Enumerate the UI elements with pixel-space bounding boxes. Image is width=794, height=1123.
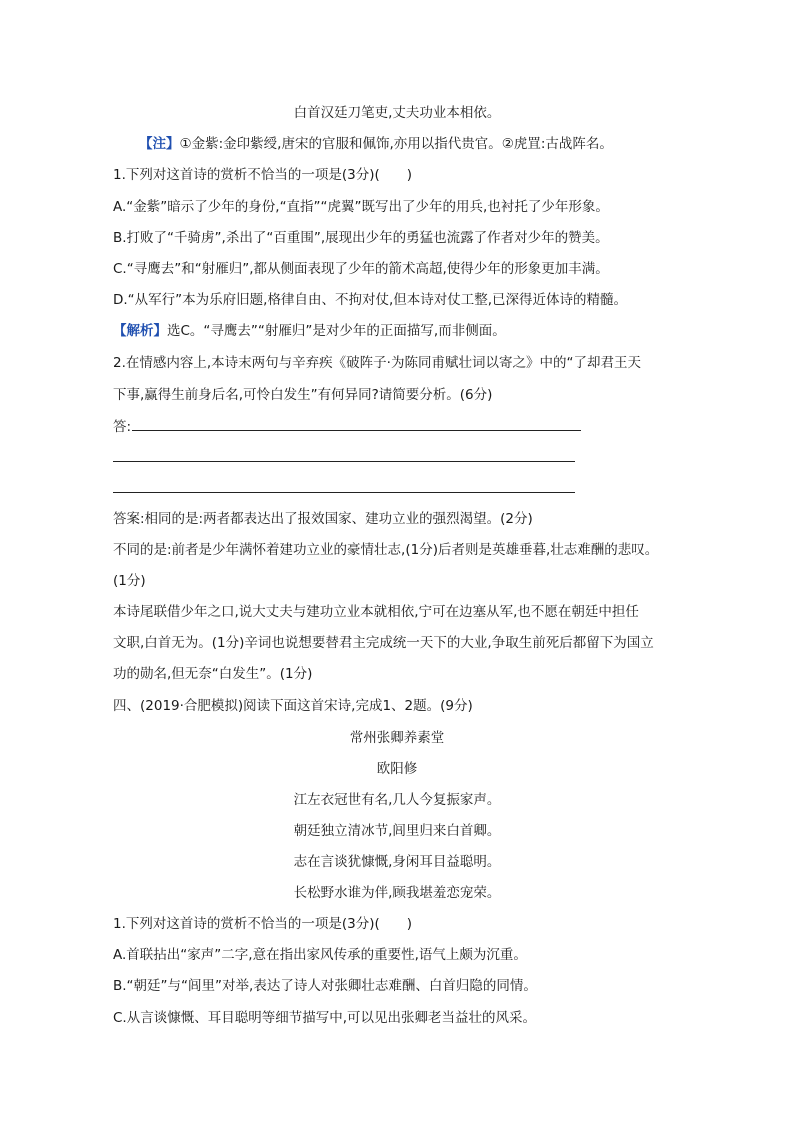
section-4-heading: 四、(2019·合肥模拟)阅读下面这首宋诗,完成1、2题。(9分): [113, 698, 473, 714]
poem-author: 欧阳修: [376, 761, 418, 777]
answer-text-line-3: (1分): [113, 573, 146, 589]
analysis-tag: 【解析】: [113, 323, 167, 339]
question-2-stem-line-1: 2.在情感内容上,本诗末两句与辛弃疾《破阵子·为陈同甫赋壮词以寄之》中的“了却君王天: [113, 355, 641, 371]
section-4-question-1-option-b: B.“朝廷”与“闾里”对举,表达了诗人对张卿壮志难酬、白首归隐的同情。: [113, 978, 537, 994]
poem-line-3: 志在言谈犹慷慨,身闲耳目益聪明。: [293, 854, 501, 870]
poem-line-1: 江左衣冠世有名,几人今复振家声。: [293, 792, 501, 808]
answer-line-2[interactable]: [113, 461, 575, 462]
note-tag: 【注】: [139, 136, 180, 152]
answer-text-line-2: 不同的是:前者是少年满怀着建功立业的豪情壮志,(1分)后者则是英雄垂暮,壮志难酬的悲叹。: [113, 542, 659, 558]
note-text: ①金紫:金印紫绶,唐宋的官服和佩饰,亦用以指代贵官。②虎罝:古战阵名。: [179, 136, 613, 152]
poem-final-line: 白首汉廷刀笔吏,丈夫功业本相依。: [293, 105, 501, 121]
question-1-stem: 1.下列对这首诗的赏析不恰当的一项是(3分)( ): [113, 167, 413, 183]
question-1-analysis: [113, 322, 506, 340]
answer-text-line-4: 本诗尾联借少年之口,说大丈夫与建功立业本就相依,宁可在边塞从军,也不愿在朝廷中担任: [113, 604, 639, 620]
section-4-question-1-option-c: C.从言谈慷慨、耳目聪明等细节描写中,可以见出张卿老当益壮的风采。: [113, 1010, 537, 1026]
poem-line-4: 长松野水谁为伴,顾我堪羞恋宠荣。: [293, 885, 501, 901]
question-1-option-d: D.“从军行”本为乐府旧题,格律自由、不拘对仗,但本诗对仗工整,已深得近体诗的精髓。: [113, 292, 628, 308]
analysis-text: 选C。“寻鹰去”“射雁归”是对少年的正面描写,而非侧面。: [167, 323, 506, 339]
section-4-question-1-stem: 1.下列对这首诗的赏析不恰当的一项是(3分)( ): [113, 916, 413, 932]
poem-title: 常州张卿养素堂: [349, 730, 445, 746]
question-1-option-b: B.打败了“千骑虏”,杀出了“百重围”,展现出少年的勇猛也流露了作者对少年的赞美。: [113, 230, 609, 246]
question-2-stem-line-2: 下事,赢得生前身后名,可怜白发生”有何异同?请简要分析。(6分): [113, 387, 493, 403]
answer-text-line-5: 文职,白首无为。(1分)辛词也说想要替君主完成统一天下的大业,争取生前死后都留下为国立: [113, 635, 654, 651]
annotation-note: [139, 135, 613, 153]
question-1-option-a: A.“金紫”暗示了少年的身份,“直指”“虎翼”既写出了少年的用兵,也衬托了少年形象。: [113, 199, 609, 215]
answer-label: 答:: [113, 419, 132, 435]
answer-text-line-1: 答案:相同的是:两者都表达出了报效国家、建功立业的强烈渴望。(2分): [113, 511, 533, 527]
answer-text-line-6: 功的勋名,但无奈“白发生”。(1分): [113, 666, 313, 682]
answer-line-1[interactable]: [132, 430, 581, 431]
answer-line-3[interactable]: [113, 492, 575, 493]
section-4-question-1-option-a: A.首联拈出“家声”二字,意在指出家风传承的重要性,语气上颇为沉重。: [113, 947, 527, 963]
question-1-option-c: C.“寻鹰去”和“射雁归”,都从侧面表现了少年的箭术高超,使得少年的形象更加丰满。: [113, 261, 609, 277]
poem-line-2: 朝廷独立清冰节,闾里归来白首卿。: [293, 823, 501, 839]
